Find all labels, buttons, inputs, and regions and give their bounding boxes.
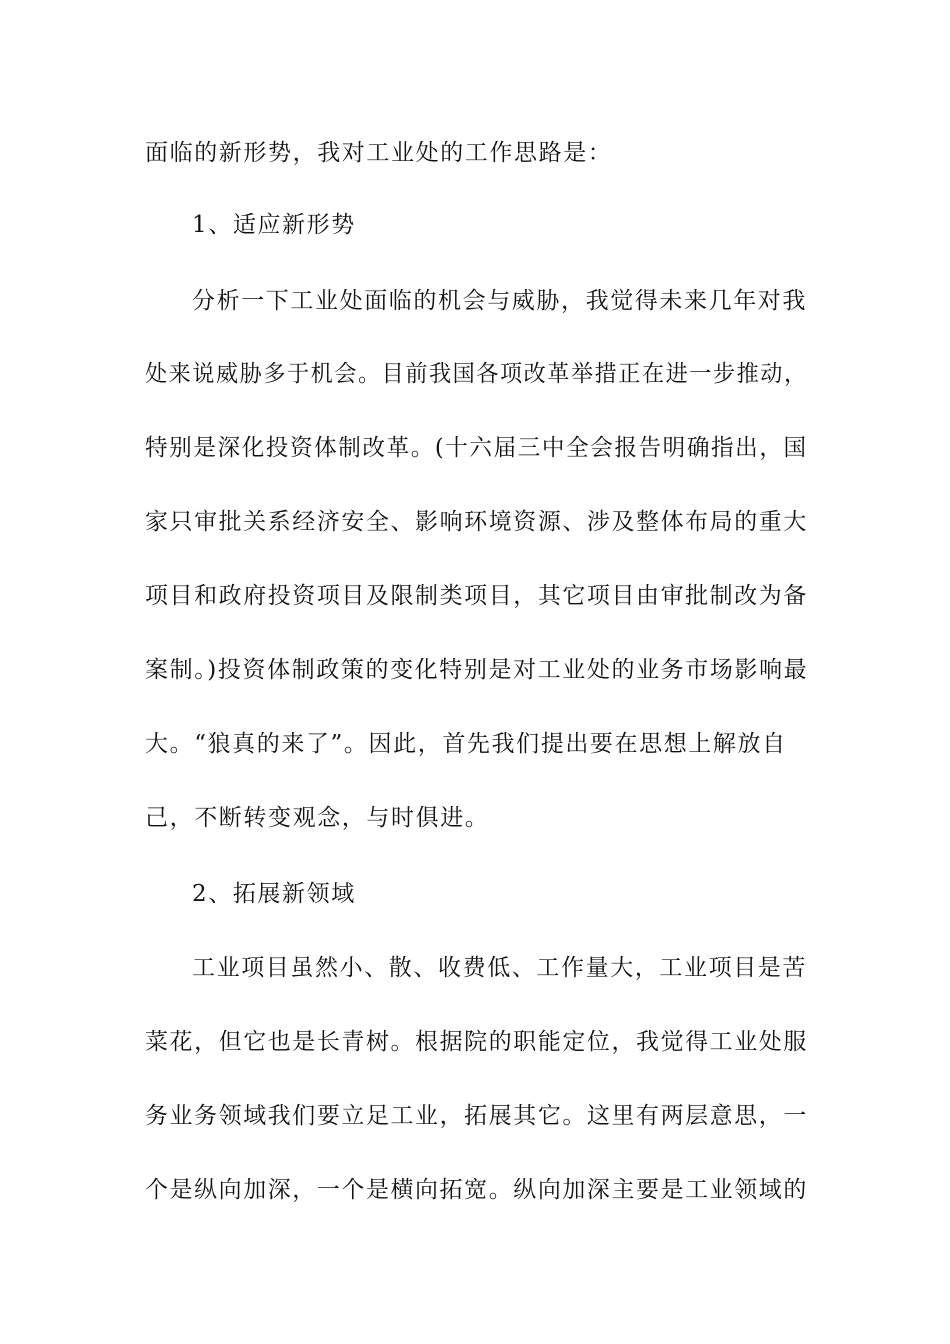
text-line-15: 个是纵向加深，一个是横向拓宽。纵向加深主要是工业领域的 bbox=[145, 1177, 808, 1203]
text-line-1: 面临的新形势，我对工业处的工作思路是： bbox=[145, 140, 613, 166]
text-line-12: 工业项目虽然小、散、收费低、工作量大，工业项目是苦 bbox=[192, 955, 807, 981]
text-line-13: 菜花，但它也是长青树。根据院的职能定位，我觉得工业处服 bbox=[145, 1029, 808, 1055]
text-line-14: 务业务领域我们要立足工业，拓展其它。这里有两层意思，一 bbox=[145, 1103, 808, 1129]
text-line-6: 家只审批关系经济安全、影响环境资源、涉及整体布局的重大 bbox=[145, 509, 808, 535]
section-heading-2: 2、拓展新领域 bbox=[192, 881, 356, 907]
text-line-7: 项目和政府投资项目及限制类项目，其它项目由审批制改为备 bbox=[145, 583, 808, 609]
section-heading-1: 1、适应新形势 bbox=[192, 212, 356, 238]
text-line-3: 分析一下工业处面临的机会与威胁，我觉得未来几年对我 bbox=[192, 288, 807, 314]
text-line-10: 己，不断转变观念，与时俱进。 bbox=[145, 805, 490, 831]
text-line-4: 处来说威胁多于机会。目前我国各项改革举措正在进一步推动， bbox=[145, 361, 808, 387]
text-line-5: 特别是深化投资体制改革。(十六届三中全会报告明确指出，国 bbox=[145, 435, 808, 461]
text-line-8: 案制。)投资体制政策的变化特别是对工业处的业务市场影响最 bbox=[145, 657, 809, 683]
text-line-9: 大。“狼真的来了”。因此，首先我们提出要在思想上解放自 bbox=[145, 731, 787, 757]
